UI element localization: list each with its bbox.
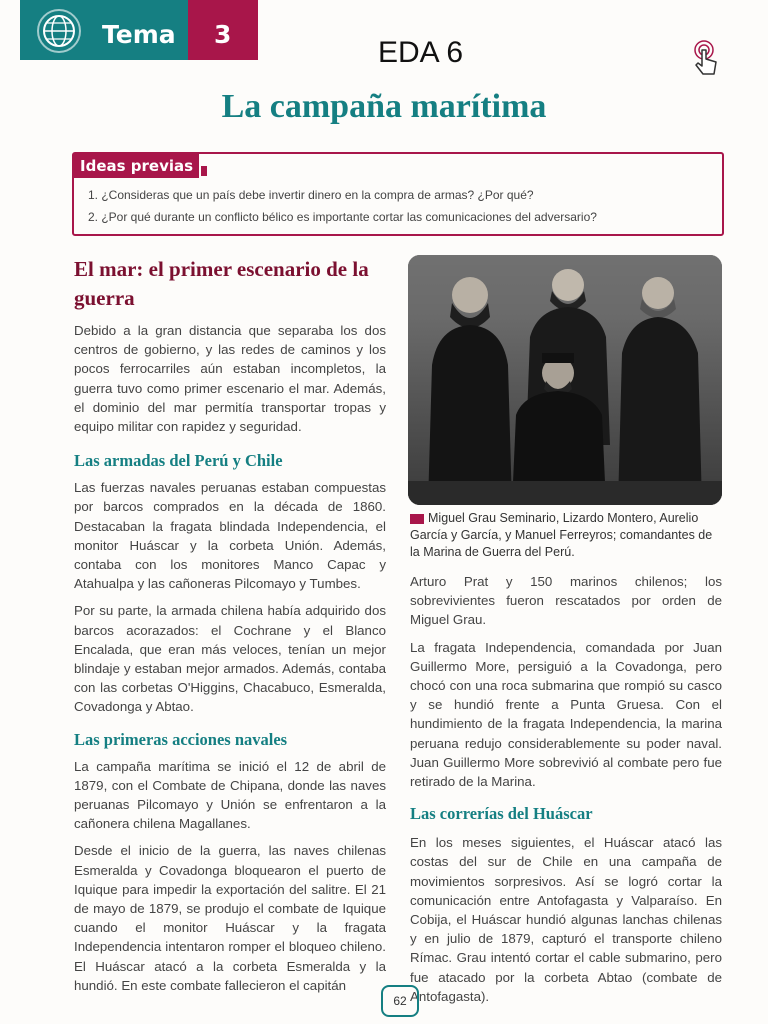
section-heading-armadas: Las armadas del Perú y Chile [74, 451, 283, 471]
right-column [410, 572, 722, 1006]
section-heading-acciones: Las primeras acciones navales [74, 729, 288, 749]
touch-icon[interactable] [690, 38, 722, 78]
paragraph: Arturo Prat y 150 marinos chilenos; los sobrevivientes fueron rescatados por orden de Miguel Grau. [410, 574, 722, 628]
camera-icon [410, 514, 424, 524]
section-heading-correrias: Las correrías del Huáscar [410, 804, 593, 824]
question-2: 2. ¿Por qué durante un conflicto bélico es importante cortar las comunicaciones del adversario? [88, 210, 597, 224]
paragraph: Las fuerzas navales peruanas estaban compuestas por barcos comprados en la década de 1860. Destacaban la fragata blindada Independencia, el monitor Huáscar y la corbeta Unión. Además, contaba con los monitores Manco Capac y Atahualpa y las cañoneras Pilcomayo y Tumbes. [74, 480, 386, 592]
eda-label: EDA 6 [378, 36, 464, 69]
caption-text: Miguel Grau Seminario, Lizardo Montero, Aurelio García y García, y Manuel Ferreyros; comandantes de la Marina de Guerra del Perú. [410, 511, 713, 559]
historical-photo [408, 255, 722, 505]
section-heading-mar: El mar: el primer escenario de la guerra [74, 257, 369, 310]
paragraph: Desde el inicio de la guerra, las naves chilenas Esmeralda y Covadonga bloquearon el puerto de Iquique para impedir la exportación del salitre. El 21 de mayo de 1879, se produjo el combate de Iquique cuando el monitor Huáscar y la fragata Independencia intentaron romper el bloqueo chileno. El Huáscar atacó a la corbeta Esmeralda y la hundió. En este combate fallecieron el capitán [74, 843, 386, 993]
tema-label: Tema [102, 20, 176, 49]
left-column [74, 255, 386, 995]
paragraph: Debido a la gran distancia que separaba los dos centros de gobierno, y las redes de caminos y los pocos ferrocarriles aún estaban incompletos, la guerra tuvo como primer escenario el mar. Además, el dominio del mar permitía transportar tropas y equipo militar con rapidez y seguridad. [74, 323, 386, 435]
photo-caption [410, 510, 722, 561]
question-1: 1. ¿Consideras que un país debe invertir dinero en la compra de armas? ¿Por qué? [88, 188, 534, 202]
page-title: La campaña marítima [221, 88, 547, 125]
paragraph: En los meses siguientes, el Huáscar atacó las costas del sur de Chile en una campaña de movimientos sorpresivos. Así se logró cortar la comunicación entre Antofagasta y Valparaíso. En Cobija, el Huáscar hundió algunas lanchas chilenas y en julio de 1879, capturó el transporte chileno Rímac. Grau intentó cortar el cable submarino, pero fue atacado por la corbeta Abtao (combate de Antofagasta). [410, 835, 722, 1004]
paragraph: La fragata Independencia, comandada por Juan Guillermo More, persiguió a la Covadonga, pero chocó con una roca submarina que rompió su casco y se hundió frente a Punta Gruesa. Con el hundimiento de la fragata Independencia, la marina peruana redujo considerablemente su poder naval. Juan Guillermo More sobrevivió al combate pero fue retirado de la Marina. [410, 639, 722, 790]
ideas-previas-label: Ideas previas [74, 154, 199, 178]
globe-icon [36, 8, 82, 54]
tema-number: 3 [214, 20, 232, 49]
page-number: 62 [381, 985, 419, 1017]
ideas-previas-box [72, 152, 724, 236]
paragraph: Por su parte, la armada chilena había adquirido dos barcos acorazados: el Cochrane y el Blanco Encalada, que eran más veloces, tenían un mejor blindaje y estaban mejor armados. Además, contaba con las corbetas O'Higgins, Chacabuco, Esmeralda, Covadonga y Abtao. [74, 603, 386, 715]
paragraph: La campaña marítima se inició el 12 de abril de 1879, con el Combate de Chipana, donde las naves peruanas Pilcomayo y Unión se enfrentaron a la cañonera chilena Magallanes. [74, 758, 386, 832]
